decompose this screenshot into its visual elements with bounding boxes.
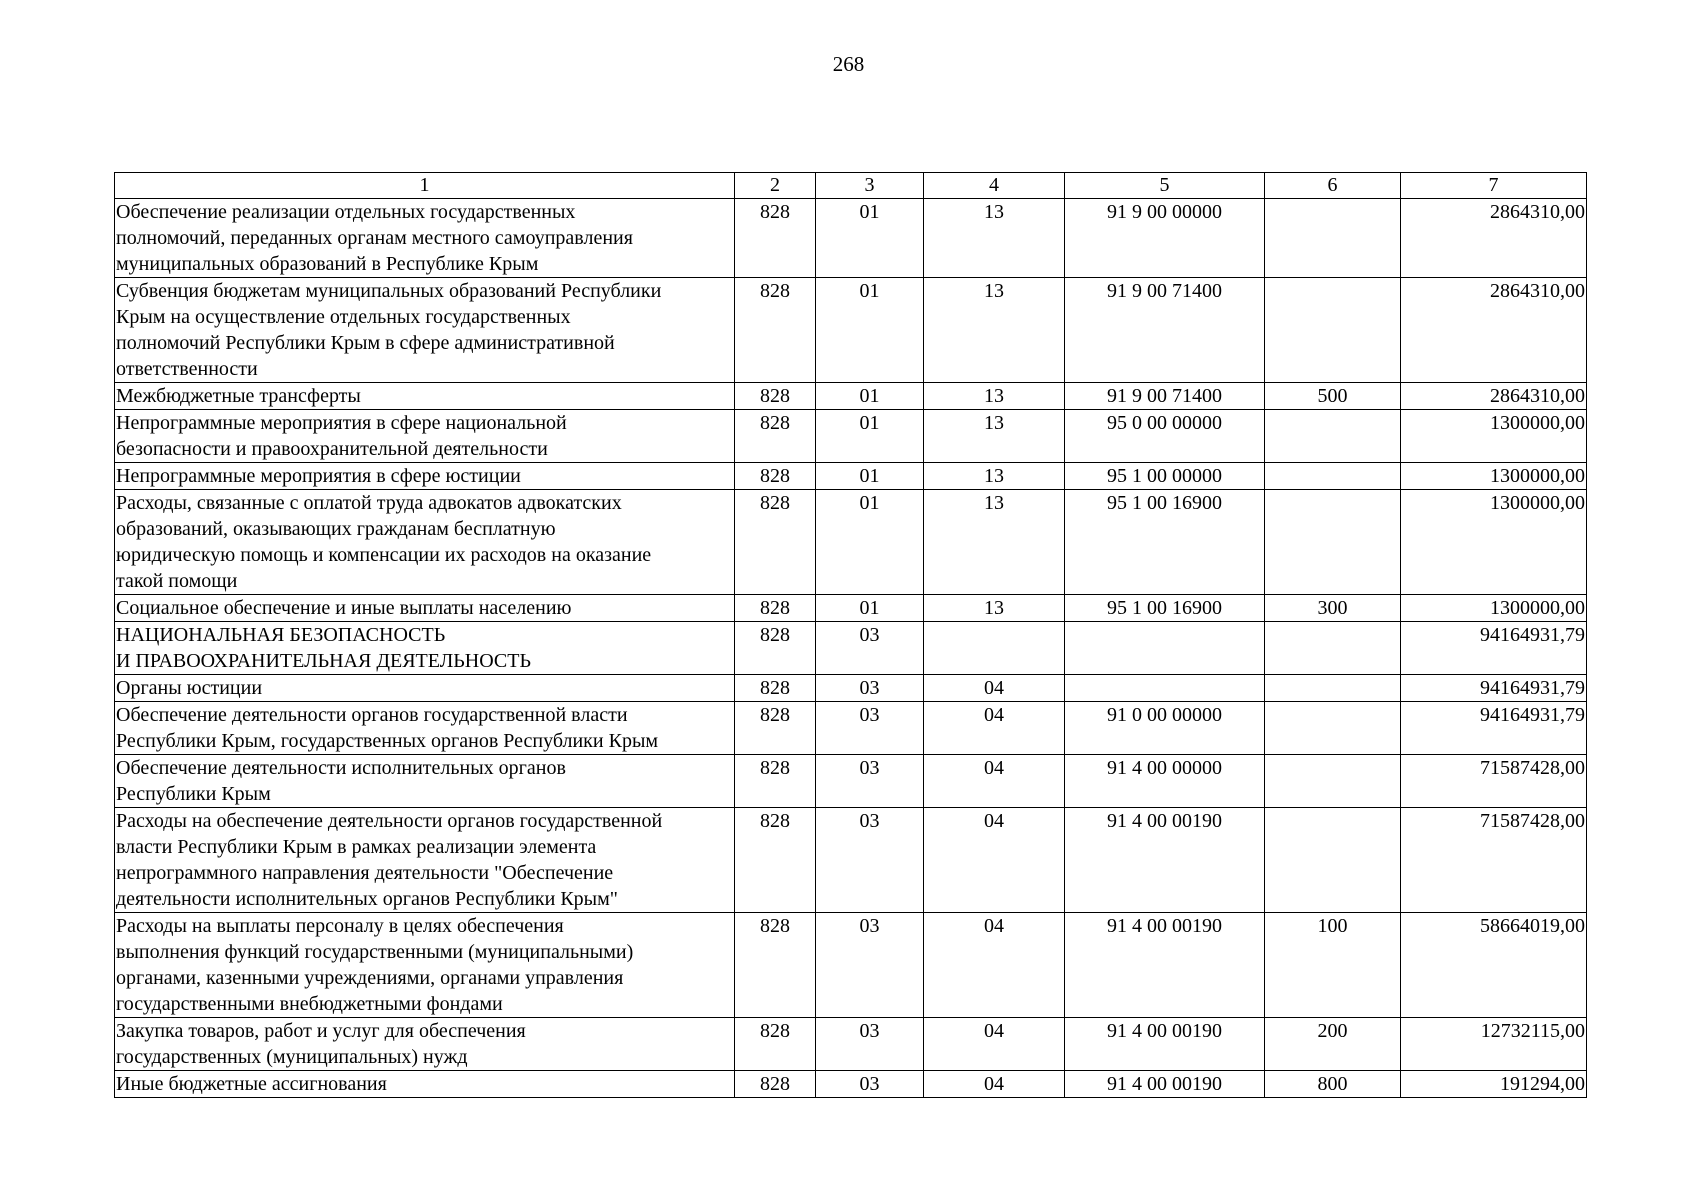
amount-cell bbox=[1401, 702, 1587, 755]
section-code-cell-text: 01 bbox=[859, 385, 880, 407]
expense-name-cell bbox=[115, 383, 735, 410]
subsection-code-cell-text: 13 bbox=[984, 385, 1004, 407]
amount-cell bbox=[1401, 595, 1587, 622]
ministry-code-cell-text: 828 bbox=[760, 1020, 790, 1042]
target-item-code-cell-text: 91 4 00 00190 bbox=[1107, 915, 1222, 937]
expense-name-cell bbox=[115, 622, 735, 675]
page-number: 268 bbox=[832, 52, 865, 76]
amount-cell bbox=[1401, 490, 1587, 595]
subsection-code-cell-text: 04 bbox=[984, 677, 1004, 699]
ministry-code-cell-text: 828 bbox=[760, 704, 790, 726]
ministry-code-cell bbox=[735, 490, 816, 595]
ministry-code-cell bbox=[735, 199, 816, 278]
expense-type-code-cell-text: 800 bbox=[1317, 1073, 1348, 1095]
section-code-cell bbox=[816, 622, 924, 675]
amount-cell-text: 1300000,00 bbox=[1490, 597, 1585, 619]
expense-name-cell-text: Обеспечение реализации отдельных государственных полномочий, переданных органам местного самоуправления муниципальных образований в Республике Крым bbox=[116, 201, 633, 275]
expense-type-code-cell bbox=[1265, 595, 1401, 622]
amount-cell-text: 58664019,00 bbox=[1480, 915, 1585, 937]
section-code-cell-text: 01 bbox=[859, 280, 880, 302]
ministry-code-cell bbox=[735, 1018, 816, 1071]
amount-cell-text: 12732115,00 bbox=[1480, 1020, 1585, 1042]
ministry-code-cell-text: 828 bbox=[760, 810, 790, 832]
header-cell-2: 2 bbox=[735, 173, 816, 199]
subsection-code-cell bbox=[924, 410, 1065, 463]
amount-cell-text: 2864310,00 bbox=[1490, 280, 1585, 302]
subsection-code-cell-text: 04 bbox=[984, 915, 1004, 937]
expense-name-cell bbox=[115, 595, 735, 622]
target-item-code-cell-text: 95 1 00 16900 bbox=[1107, 597, 1222, 619]
target-item-code-cell-text: 95 1 00 00000 bbox=[1107, 465, 1222, 487]
header-cell-1: 1 bbox=[115, 173, 735, 199]
header-cell-6: 6 bbox=[1265, 173, 1401, 199]
expense-name-cell bbox=[115, 808, 735, 913]
subsection-code-cell-text: 04 bbox=[984, 810, 1004, 832]
ministry-code-cell bbox=[735, 913, 816, 1018]
section-code-cell bbox=[816, 490, 924, 595]
section-code-cell bbox=[816, 595, 924, 622]
ministry-code-cell-text: 828 bbox=[760, 492, 790, 514]
expense-name-cell bbox=[115, 490, 735, 595]
table-row bbox=[115, 490, 1587, 595]
subsection-code-cell-text: 04 bbox=[984, 757, 1004, 779]
section-code-cell-text: 03 bbox=[859, 704, 880, 726]
section-code-cell bbox=[816, 410, 924, 463]
section-code-cell-text: 03 bbox=[859, 1073, 880, 1095]
table-row bbox=[115, 913, 1587, 1018]
expense-type-code-cell bbox=[1265, 702, 1401, 755]
target-item-code-cell-text: 95 0 00 00000 bbox=[1107, 412, 1222, 434]
table-row bbox=[115, 622, 1587, 675]
ministry-code-cell bbox=[735, 463, 816, 490]
expense-type-code-cell bbox=[1265, 1018, 1401, 1071]
header-cell-3: 3 bbox=[816, 173, 924, 199]
amount-cell bbox=[1401, 622, 1587, 675]
section-code-cell bbox=[816, 675, 924, 702]
expense-name-cell-text: Субвенция бюджетам муниципальных образований Республики Крым на осуществление отдельных государственных полномочий Республики Крым в сфере административной ответственности bbox=[116, 280, 662, 380]
budget-table bbox=[114, 172, 1587, 1098]
subsection-code-cell bbox=[924, 622, 1065, 675]
amount-cell-text: 191294,00 bbox=[1500, 1073, 1585, 1095]
amount-cell bbox=[1401, 278, 1587, 383]
table-row bbox=[115, 383, 1587, 410]
ministry-code-cell-text: 828 bbox=[760, 597, 790, 619]
expense-name-cell bbox=[115, 199, 735, 278]
amount-cell bbox=[1401, 1071, 1587, 1098]
expense-type-code-cell-text: 200 bbox=[1317, 1020, 1348, 1042]
subsection-code-cell bbox=[924, 755, 1065, 808]
subsection-code-cell-text: 04 bbox=[984, 1020, 1004, 1042]
amount-cell bbox=[1401, 755, 1587, 808]
subsection-code-cell bbox=[924, 463, 1065, 490]
amount-cell-text: 2864310,00 bbox=[1490, 201, 1585, 223]
subsection-code-cell-text: 04 bbox=[984, 1073, 1004, 1095]
target-item-code-cell bbox=[1065, 383, 1265, 410]
expense-type-code-cell bbox=[1265, 410, 1401, 463]
ministry-code-cell-text: 828 bbox=[760, 465, 790, 487]
target-item-code-cell bbox=[1065, 278, 1265, 383]
amount-cell-text: 94164931,79 bbox=[1480, 677, 1585, 699]
target-item-code-cell bbox=[1065, 410, 1265, 463]
target-item-code-cell-text: 91 4 00 00000 bbox=[1107, 757, 1222, 779]
expense-name-cell-text: Расходы на выплаты персоналу в целях обеспечения выполнения функций государственными (муниципальными) органами, казенными учреждениями, органами управления государственными внебюджетными фондами bbox=[116, 915, 634, 1015]
ministry-code-cell bbox=[735, 278, 816, 383]
target-item-code-cell bbox=[1065, 755, 1265, 808]
section-code-cell-text: 03 bbox=[859, 624, 880, 646]
ministry-code-cell bbox=[735, 410, 816, 463]
target-item-code-cell-text: 91 9 00 00000 bbox=[1107, 201, 1222, 223]
target-item-code-cell bbox=[1065, 622, 1265, 675]
amount-cell-text: 71587428,00 bbox=[1480, 810, 1585, 832]
subsection-code-cell-text: 13 bbox=[984, 280, 1004, 302]
table-body bbox=[115, 199, 1587, 1098]
expense-name-cell-text: Межбюджетные трансферты bbox=[116, 385, 361, 407]
ministry-code-cell bbox=[735, 702, 816, 755]
subsection-code-cell-text: 13 bbox=[984, 492, 1004, 514]
subsection-code-cell bbox=[924, 675, 1065, 702]
expense-name-cell bbox=[115, 702, 735, 755]
expense-name-cell-text: Непрограммные мероприятия в сфере национальной безопасности и правоохранительной деятельности bbox=[116, 412, 567, 460]
subsection-code-cell bbox=[924, 913, 1065, 1018]
table-row bbox=[115, 1018, 1587, 1071]
section-code-cell bbox=[816, 199, 924, 278]
expense-type-code-cell bbox=[1265, 199, 1401, 278]
section-code-cell-text: 03 bbox=[859, 915, 880, 937]
expense-type-code-cell-text: 100 bbox=[1317, 915, 1348, 937]
expense-name-cell bbox=[115, 463, 735, 490]
target-item-code-cell bbox=[1065, 595, 1265, 622]
expense-name-cell bbox=[115, 1071, 735, 1098]
ministry-code-cell-text: 828 bbox=[760, 280, 790, 302]
target-item-code-cell bbox=[1065, 675, 1265, 702]
expense-name-cell bbox=[115, 278, 735, 383]
amount-cell-text: 94164931,79 bbox=[1480, 704, 1585, 726]
expense-name-cell-text: Социальное обеспечение и иные выплаты населению bbox=[116, 597, 572, 619]
amount-cell bbox=[1401, 808, 1587, 913]
target-item-code-cell bbox=[1065, 913, 1265, 1018]
ministry-code-cell-text: 828 bbox=[760, 385, 790, 407]
section-code-cell bbox=[816, 1018, 924, 1071]
expense-type-code-cell bbox=[1265, 675, 1401, 702]
expense-type-code-cell bbox=[1265, 383, 1401, 410]
subsection-code-cell bbox=[924, 278, 1065, 383]
ministry-code-cell bbox=[735, 383, 816, 410]
amount-cell bbox=[1401, 383, 1587, 410]
section-code-cell bbox=[816, 808, 924, 913]
ministry-code-cell-text: 828 bbox=[760, 915, 790, 937]
section-code-cell-text: 03 bbox=[859, 757, 880, 779]
table-row bbox=[115, 675, 1587, 702]
amount-cell bbox=[1401, 913, 1587, 1018]
ministry-code-cell bbox=[735, 622, 816, 675]
amount-cell bbox=[1401, 675, 1587, 702]
section-code-cell-text: 01 bbox=[859, 465, 880, 487]
subsection-code-cell bbox=[924, 1071, 1065, 1098]
expense-name-cell bbox=[115, 755, 735, 808]
subsection-code-cell bbox=[924, 595, 1065, 622]
header-cell-5: 5 bbox=[1065, 173, 1265, 199]
expense-name-cell-text: Расходы на обеспечение деятельности органов государственной власти Республики Крым в рамках реализации элемента непрограммного направления деятельности "Обеспечение деятельности исполнительных органов Республики Крым" bbox=[116, 810, 663, 910]
expense-type-code-cell bbox=[1265, 1071, 1401, 1098]
expense-name-cell-text: НАЦИОНАЛЬНАЯ БЕЗОПАСНОСТЬ И ПРАВООХРАНИТЕЛЬНАЯ ДЕЯТЕЛЬНОСТЬ bbox=[116, 624, 531, 672]
amount-cell-text: 1300000,00 bbox=[1490, 465, 1585, 487]
expense-type-code-cell bbox=[1265, 463, 1401, 490]
ministry-code-cell-text: 828 bbox=[760, 412, 790, 434]
section-code-cell bbox=[816, 463, 924, 490]
target-item-code-cell-text: 91 0 00 00000 bbox=[1107, 704, 1222, 726]
amount-cell-text: 94164931,79 bbox=[1480, 624, 1585, 646]
expense-type-code-cell-text: 500 bbox=[1317, 385, 1348, 407]
section-code-cell bbox=[816, 1071, 924, 1098]
amount-cell bbox=[1401, 410, 1587, 463]
section-code-cell-text: 01 bbox=[859, 412, 880, 434]
amount-cell bbox=[1401, 463, 1587, 490]
section-code-cell-text: 01 bbox=[859, 597, 880, 619]
ministry-code-cell-text: 828 bbox=[760, 1073, 790, 1095]
expense-type-code-cell bbox=[1265, 913, 1401, 1018]
target-item-code-cell-text: 91 4 00 00190 bbox=[1107, 810, 1222, 832]
ministry-code-cell bbox=[735, 808, 816, 913]
expense-name-cell bbox=[115, 1018, 735, 1071]
section-code-cell bbox=[816, 913, 924, 1018]
ministry-code-cell-text: 828 bbox=[760, 624, 790, 646]
ministry-code-cell bbox=[735, 595, 816, 622]
expense-name-cell-text: Закупка товаров, работ и услуг для обеспечения государственных (муниципальных) нужд bbox=[116, 1020, 526, 1068]
target-item-code-cell bbox=[1065, 702, 1265, 755]
ministry-code-cell bbox=[735, 755, 816, 808]
subsection-code-cell bbox=[924, 490, 1065, 595]
expense-name-cell bbox=[115, 410, 735, 463]
subsection-code-cell bbox=[924, 1018, 1065, 1071]
amount-cell-text: 2864310,00 bbox=[1490, 385, 1585, 407]
target-item-code-cell bbox=[1065, 1018, 1265, 1071]
target-item-code-cell-text: 91 9 00 71400 bbox=[1107, 280, 1222, 302]
header-cell-7: 7 bbox=[1401, 173, 1587, 199]
ministry-code-cell bbox=[735, 675, 816, 702]
target-item-code-cell-text: 91 4 00 00190 bbox=[1107, 1020, 1222, 1042]
table-row bbox=[115, 199, 1587, 278]
expense-name-cell-text: Обеспечение деятельности органов государственной власти Республики Крым, государственных органов Республики Крым bbox=[116, 704, 659, 752]
section-code-cell-text: 03 bbox=[859, 810, 880, 832]
target-item-code-cell-text: 91 9 00 71400 bbox=[1107, 385, 1222, 407]
ministry-code-cell-text: 828 bbox=[760, 757, 790, 779]
target-item-code-cell bbox=[1065, 490, 1265, 595]
section-code-cell bbox=[816, 278, 924, 383]
amount-cell-text: 71587428,00 bbox=[1480, 757, 1585, 779]
subsection-code-cell-text: 13 bbox=[984, 412, 1004, 434]
expense-type-code-cell-text: 300 bbox=[1317, 597, 1348, 619]
table-row bbox=[115, 410, 1587, 463]
section-code-cell bbox=[816, 755, 924, 808]
expense-type-code-cell bbox=[1265, 490, 1401, 595]
section-code-cell-text: 01 bbox=[859, 201, 880, 223]
table-row bbox=[115, 755, 1587, 808]
section-code-cell-text: 03 bbox=[859, 1020, 880, 1042]
target-item-code-cell-text: 95 1 00 16900 bbox=[1107, 492, 1222, 514]
expense-type-code-cell bbox=[1265, 808, 1401, 913]
table-row bbox=[115, 595, 1587, 622]
target-item-code-cell bbox=[1065, 1071, 1265, 1098]
subsection-code-cell bbox=[924, 702, 1065, 755]
table-row bbox=[115, 808, 1587, 913]
table-row bbox=[115, 278, 1587, 383]
section-code-cell-text: 01 bbox=[859, 492, 880, 514]
amount-cell bbox=[1401, 199, 1587, 278]
expense-name-cell bbox=[115, 913, 735, 1018]
table-row bbox=[115, 463, 1587, 490]
amount-cell-text: 1300000,00 bbox=[1490, 412, 1585, 434]
table-header-row bbox=[115, 173, 1587, 199]
ministry-code-cell bbox=[735, 1071, 816, 1098]
target-item-code-cell-text: 91 4 00 00190 bbox=[1107, 1073, 1222, 1095]
expense-name-cell-text: Иные бюджетные ассигнования bbox=[116, 1073, 387, 1095]
subsection-code-cell-text: 13 bbox=[984, 201, 1004, 223]
section-code-cell bbox=[816, 702, 924, 755]
subsection-code-cell bbox=[924, 199, 1065, 278]
expense-name-cell bbox=[115, 675, 735, 702]
target-item-code-cell bbox=[1065, 199, 1265, 278]
subsection-code-cell-text: 04 bbox=[984, 704, 1004, 726]
amount-cell-text: 1300000,00 bbox=[1490, 492, 1585, 514]
header-cell-4: 4 bbox=[924, 173, 1065, 199]
expense-type-code-cell bbox=[1265, 278, 1401, 383]
expense-type-code-cell bbox=[1265, 755, 1401, 808]
ministry-code-cell-text: 828 bbox=[760, 201, 790, 223]
expense-type-code-cell bbox=[1265, 622, 1401, 675]
ministry-code-cell-text: 828 bbox=[760, 677, 790, 699]
table-row bbox=[115, 702, 1587, 755]
expense-name-cell-text: Расходы, связанные с оплатой труда адвокатов адвокатских образований, оказывающих гражданам бесплатную юридическую помощь и компенсации их расходов на оказание такой помощи bbox=[116, 492, 652, 592]
expense-name-cell-text: Обеспечение деятельности исполнительных органов Республики Крым bbox=[116, 757, 566, 805]
table-row bbox=[115, 1071, 1587, 1098]
subsection-code-cell-text: 13 bbox=[984, 597, 1004, 619]
amount-cell bbox=[1401, 1018, 1587, 1071]
expense-name-cell-text: Непрограммные мероприятия в сфере юстиции bbox=[116, 465, 521, 487]
target-item-code-cell bbox=[1065, 808, 1265, 913]
subsection-code-cell bbox=[924, 808, 1065, 913]
target-item-code-cell bbox=[1065, 463, 1265, 490]
expense-name-cell-text: Органы юстиции bbox=[116, 677, 263, 699]
subsection-code-cell bbox=[924, 383, 1065, 410]
section-code-cell bbox=[816, 383, 924, 410]
subsection-code-cell-text: 13 bbox=[984, 465, 1004, 487]
section-code-cell-text: 03 bbox=[859, 677, 880, 699]
